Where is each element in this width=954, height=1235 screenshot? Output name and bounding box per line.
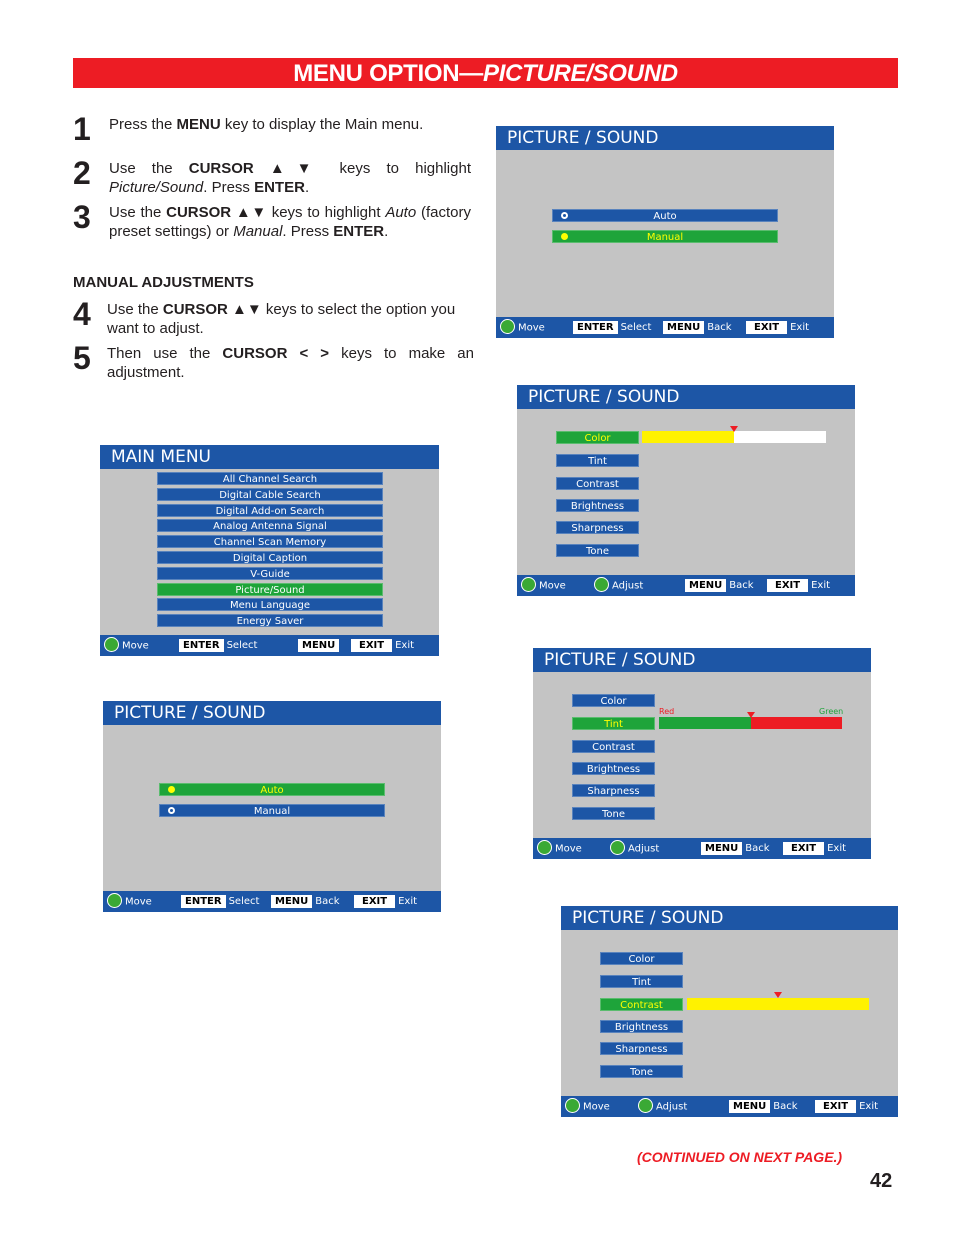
item-brightness[interactable]: Brightness (600, 1020, 683, 1033)
main-menu-item-digital-add-on-search[interactable]: Digital Add-on Search (157, 504, 383, 517)
move-icon (521, 577, 536, 592)
item-brightness[interactable]: Brightness (556, 499, 639, 512)
screen-footer: Move Adjust MENU Back EXIT Exit (533, 838, 871, 859)
screen-title: PICTURE / SOUND (103, 701, 441, 725)
exit-key: EXIT (767, 579, 808, 592)
menu-key: MENU (271, 895, 312, 908)
adjust-icon (594, 577, 609, 592)
menu-key: MENU (298, 639, 339, 652)
tint-level-marker[interactable] (747, 712, 755, 718)
step-number-2: 2 (73, 155, 91, 191)
contrast-level-track[interactable] (687, 998, 869, 1010)
item-tint[interactable]: Tint (600, 975, 683, 988)
main-menu-item-all-channel-search[interactable]: All Channel Search (157, 472, 383, 485)
item-sharpness[interactable]: Sharpness (556, 521, 639, 534)
enter-key: ENTER (573, 321, 618, 334)
option-auto[interactable]: Auto (159, 783, 385, 796)
step-number-3: 3 (73, 199, 91, 235)
item-sharpness[interactable]: Sharpness (600, 1042, 683, 1055)
item-color[interactable]: Color (600, 952, 683, 965)
tint-level-fill (659, 717, 751, 729)
item-color[interactable]: Color (556, 431, 639, 444)
screen-picture-sound-manual (496, 126, 834, 338)
screen-main-menu (100, 445, 439, 656)
screen-footer: Move ENTER Select MENU Back EXIT Exit (103, 891, 441, 912)
screen-adjust-color (517, 385, 855, 596)
menu-key: MENU (701, 842, 742, 855)
item-contrast[interactable]: Contrast (600, 998, 683, 1011)
option-auto[interactable]: Auto (552, 209, 778, 222)
main-menu-item-v-guide[interactable]: V-Guide (157, 567, 383, 580)
adjust-icon (638, 1098, 653, 1113)
move-icon (104, 637, 119, 652)
item-contrast[interactable]: Contrast (572, 740, 655, 753)
screen-footer: Move ENTER Select MENU Back EXIT Exit (496, 317, 834, 338)
move-icon (500, 319, 515, 334)
item-tint[interactable]: Tint (572, 717, 655, 730)
option-manual[interactable]: Manual (159, 804, 385, 817)
move-icon (537, 840, 552, 855)
screen-title: PICTURE / SOUND (496, 126, 834, 150)
color-level-fill (642, 431, 734, 443)
menu-key: MENU (663, 321, 704, 334)
page-banner: MENU OPTION—PICTURE/SOUND (73, 58, 898, 88)
main-menu-item-digital-cable-search[interactable]: Digital Cable Search (157, 488, 383, 501)
enter-key: ENTER (179, 639, 224, 652)
move-icon (107, 893, 122, 908)
option-manual[interactable]: Manual (552, 230, 778, 243)
item-tone[interactable]: Tone (556, 544, 639, 557)
item-tone[interactable]: Tone (572, 807, 655, 820)
item-contrast[interactable]: Contrast (556, 477, 639, 490)
radio-filled-icon (561, 233, 568, 240)
exit-key: EXIT (783, 842, 824, 855)
item-tone[interactable]: Tone (600, 1065, 683, 1078)
main-menu-item-channel-scan-memory[interactable]: Channel Scan Memory (157, 535, 383, 548)
screen-footer: Move Adjust MENU Back EXIT Exit (517, 575, 855, 596)
item-color[interactable]: Color (572, 694, 655, 707)
screen-title: PICTURE / SOUND (561, 906, 898, 930)
radio-empty-icon (561, 212, 568, 219)
step-text-5: Then use the CURSOR < > keys to make an adjustment. (107, 345, 474, 381)
adjust-icon (610, 840, 625, 855)
main-menu-item-digital-caption[interactable]: Digital Caption (157, 551, 383, 564)
screen-footer: Move Adjust MENU Back EXIT Exit (561, 1096, 898, 1117)
manual-adjustments-heading: MANUAL ADJUSTMENTS (73, 274, 254, 291)
screen-title: PICTURE / SOUND (533, 648, 871, 672)
tint-green-label: Green (819, 707, 844, 716)
main-menu-item-picture-sound[interactable]: Picture/Sound (157, 583, 383, 596)
main-menu-item-analog-antenna-signal[interactable]: Analog Antenna Signal (157, 519, 383, 532)
tint-red-label: Red (659, 707, 675, 716)
menu-key: MENU (729, 1100, 770, 1113)
exit-key: EXIT (351, 639, 392, 652)
enter-key: ENTER (181, 895, 226, 908)
item-sharpness[interactable]: Sharpness (572, 784, 655, 797)
screen-adjust-contrast (561, 906, 898, 1117)
exit-key: EXIT (746, 321, 787, 334)
step-text-4: Use the CURSOR ▲▼ keys to select the option you want to adjust. (107, 301, 456, 337)
menu-key: MENU (685, 579, 726, 592)
step-number-1: 1 (73, 111, 91, 147)
radio-filled-icon (168, 786, 175, 793)
screen-footer: Move ENTER Select MENU EXIT Exit (100, 635, 439, 656)
continued-note: (CONTINUED ON NEXT PAGE.) (637, 1149, 843, 1165)
step-number-5: 5 (73, 340, 91, 376)
page-number: 42 (870, 1170, 893, 1192)
contrast-level-marker[interactable] (774, 992, 782, 998)
step-text-3: Use the CURSOR ▲▼ keys to highlight Auto (factory preset settings) or Manual. Press ENTER. (109, 204, 471, 240)
step-text-1: Press the MENU key to display the Main menu. (109, 116, 424, 133)
main-menu-item-energy-saver[interactable]: Energy Saver (157, 614, 383, 627)
item-brightness[interactable]: Brightness (572, 762, 655, 775)
main-menu-item-menu-language[interactable]: Menu Language (157, 598, 383, 611)
exit-key: EXIT (354, 895, 395, 908)
screen-title: PICTURE / SOUND (517, 385, 855, 409)
screen-picture-sound-auto (103, 701, 441, 912)
item-tint[interactable]: Tint (556, 454, 639, 467)
step-text-2: Use the CURSOR ▲▼ keys to highlight Picture/Sound. Press ENTER. (109, 160, 471, 196)
radio-empty-icon (168, 807, 175, 814)
screen-adjust-tint (533, 648, 871, 859)
exit-key: EXIT (815, 1100, 856, 1113)
color-level-marker[interactable] (730, 426, 738, 432)
move-icon (565, 1098, 580, 1113)
screen-title: MAIN MENU (100, 445, 439, 469)
step-number-4: 4 (73, 296, 91, 332)
